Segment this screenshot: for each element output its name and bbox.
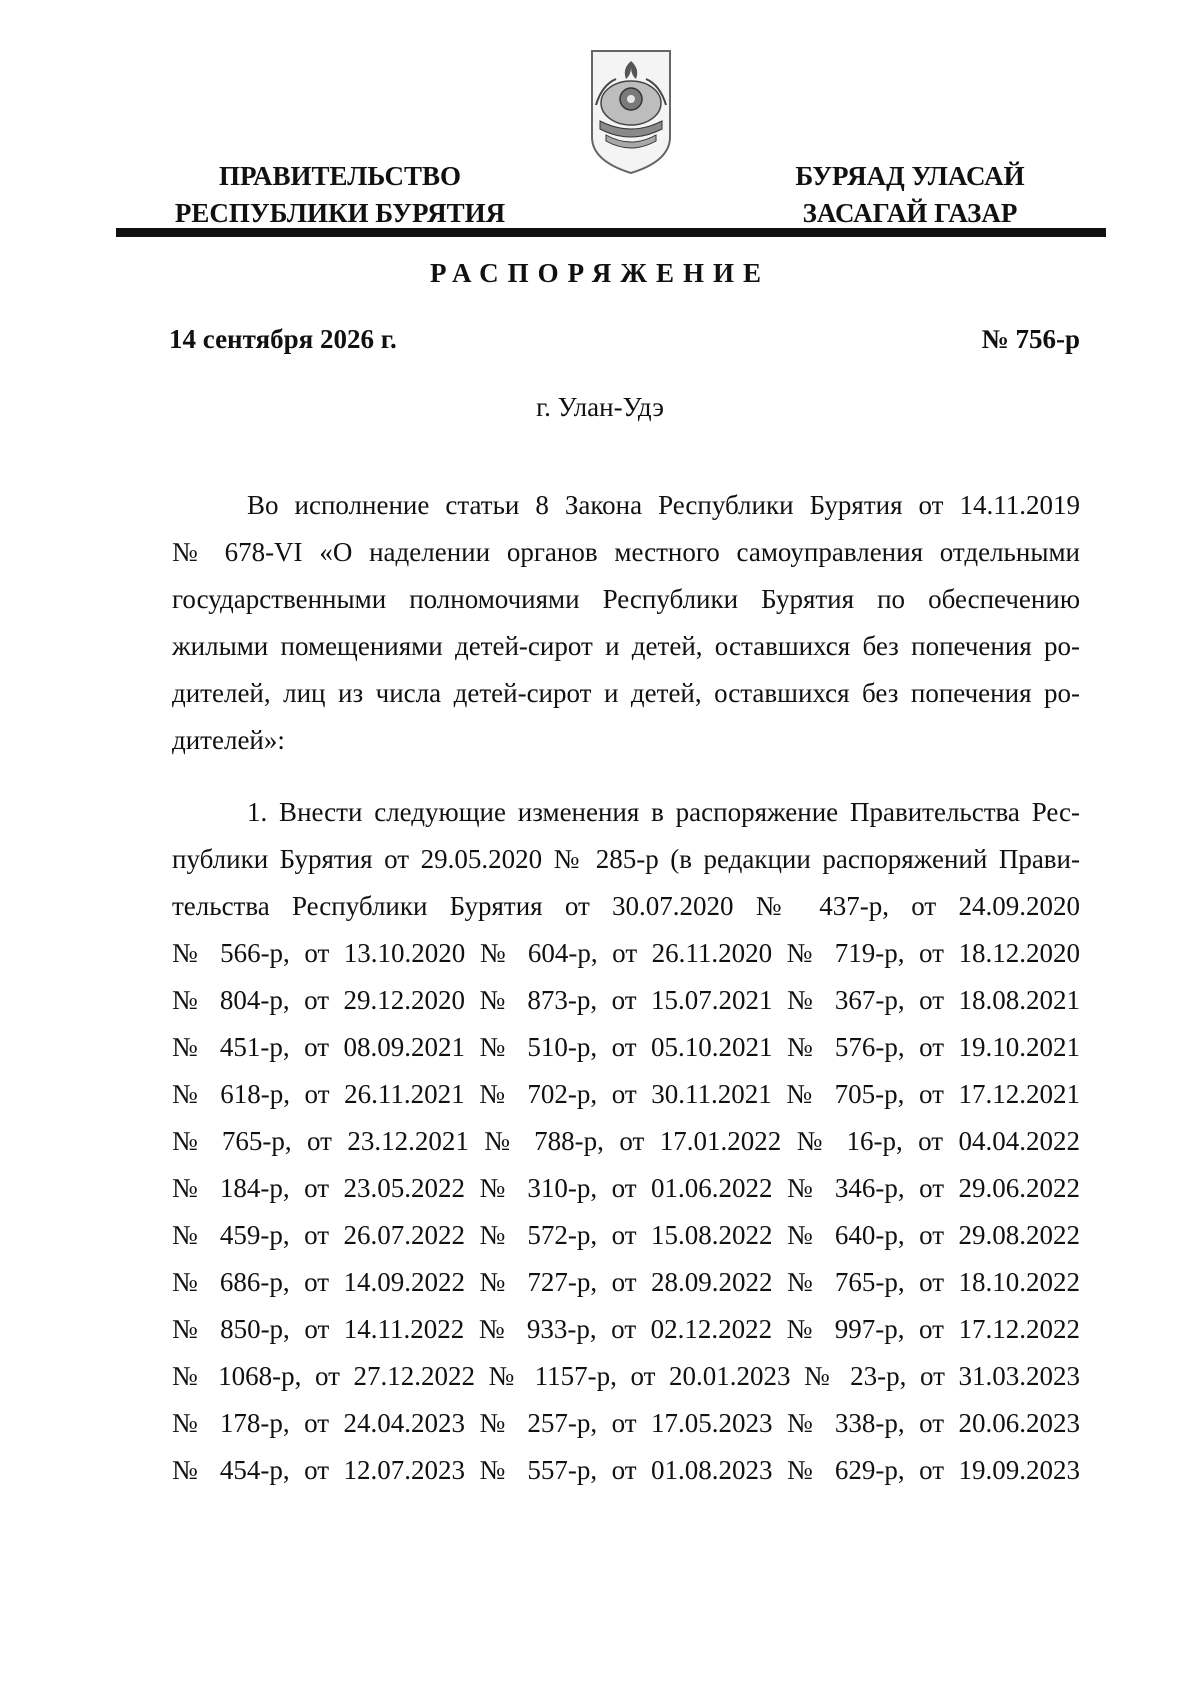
text-line: дителей»: [172,725,285,755]
org-name-russian-line-2: РЕСПУБЛИКИ БУРЯТИЯ [174,198,506,228]
org-name-russian-line-1: ПРАВИТЕЛЬСТВО [218,161,462,191]
text-line: № 566-р, от 13.10.2020 № 604-р, от 26.11.2020 № 719-р, от 18.12.2020 [172,938,1080,968]
document-place: г. Улан-Удэ [536,392,664,422]
document-type: РАСПОРЯЖЕНИЕ [429,258,771,288]
text-line: жилыми помещениями детей-сирот и детей, оставшихся без попечения ро- [172,631,1080,661]
text-line: № 1068-р, от 27.12.2022 № 1157-р, от 20.01.2023 № 23-р, от 31.03.2023 [172,1361,1080,1391]
text-line: публики Бурятия от 29.05.2020 № 285-р (в редакции распоряжений Прави- [172,844,1080,874]
document-number: № 756-р [981,324,1080,354]
org-name-buryat-line-1: БУРЯАД УЛАСАЙ [795,161,1025,191]
org-name-buryat [760,158,1060,232]
text-line: № 178-р, от 24.04.2023 № 257-р, от 17.05.2023 № 338-р, от 20.06.2023 [172,1408,1080,1438]
text-line: дителей, лиц из числа детей-сирот и детей, оставшихся без попечения ро- [172,678,1080,708]
preamble-paragraph [172,482,1080,764]
clause-1-paragraph [172,789,1080,1494]
text-line: № 184-р, от 23.05.2022 № 310-р, от 01.06.2022 № 346-р, от 29.06.2022 [172,1173,1080,1203]
document-date: 14 сентября 2026 г. [169,324,397,354]
text-line: № 804-р, от 29.12.2020 № 873-р, от 15.07.2021 № 367-р, от 18.08.2021 [172,985,1080,1015]
coat-of-arms-emblem [584,45,678,177]
text-line: № 686-р, от 14.09.2022 № 727-р, от 28.09.2022 № 765-р, от 18.10.2022 [172,1267,1080,1297]
text-line: 1. Внести следующие изменения в распоряжение Правительства Рес- [247,797,1080,827]
org-name-russian [150,158,530,232]
text-line: № 451-р, от 08.09.2021 № 510-р, от 05.10.2021 № 576-р, от 19.10.2021 [172,1032,1080,1062]
text-line: № 850-р, от 14.11.2022 № 933-р, от 02.12.2022 № 997-р, от 17.12.2022 [172,1314,1080,1344]
text-line: тельства Республики Бурятия от 30.07.2020 № 437-р, от 24.09.2020 [172,891,1080,921]
text-line: № 765-р, от 23.12.2021 № 788-р, от 17.01.2022 № 16-р, от 04.04.2022 [172,1126,1080,1156]
text-line: № 454-р, от 12.07.2023 № 557-р, от 01.08.2023 № 629-р, от 19.09.2023 [172,1455,1080,1485]
text-line: № 459-р, от 26.07.2022 № 572-р, от 15.08.2022 № 640-р, от 29.08.2022 [172,1220,1080,1250]
org-name-buryat-line-2: ЗАСАГАЙ ГАЗАР [802,198,1018,228]
text-line: № 618-р, от 26.11.2021 № 702-р, от 30.11.2021 № 705-р, от 17.12.2021 [172,1079,1080,1109]
text-line: государственными полномочиями Республики Бурятия по обеспечению [172,584,1080,614]
header-rule [116,228,1106,237]
text-line: Во исполнение статьи 8 Закона Республики Бурятия от 14.11.2019 [247,490,1080,520]
text-line: № 678-VI «О наделении органов местного самоуправления отдельными [172,537,1080,567]
